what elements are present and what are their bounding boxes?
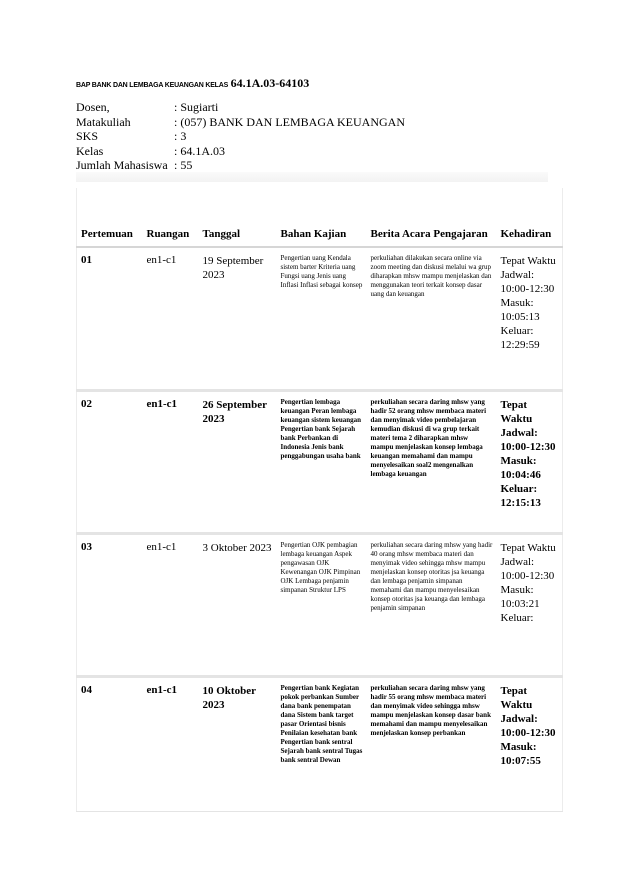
info-row-lecturer <box>76 100 405 115</box>
cell-meeting: 03 <box>77 533 143 676</box>
attendance-schedule: Jadwal: 10:00-12:30 <box>500 426 556 453</box>
title-prefix: BAP BANK DAN LEMBAGA KEUANGAN KELAS <box>76 82 229 89</box>
header-room: Ruangan <box>143 188 199 247</box>
attendance-in: Masuk: 10:03:21 <box>500 583 540 610</box>
header-attendance: Kehadiran <box>497 188 563 247</box>
document-title <box>76 76 309 91</box>
attendance-schedule: Jadwal: 10:00-12:30 <box>500 712 556 739</box>
header-date: Tanggal <box>199 188 277 247</box>
cell-room: en1-c1 <box>143 247 199 390</box>
info-row-class <box>76 144 405 159</box>
info-key: Kelas <box>76 143 104 158</box>
cell-minutes: perkuliahan dilakukan secara online via zoom meeting dan diskusi melalui wa grup diharapkan mhsw mampu menjelaskan dan menggunakan teori terkait konsep dasar uang dan keuangan <box>367 247 497 390</box>
attendance-in: Masuk: 10:04:46 <box>500 454 541 481</box>
attendance-status: Tepat Waktu <box>500 541 556 554</box>
attendance-out: Keluar: 12:29:59 <box>500 325 540 351</box>
attendance-status: Tepat Waktu <box>500 684 533 711</box>
cell-material: Pengertian bank Kegiatan pokok perbankan Sumber dana bank penempatan dana Sistem bank target pasar Orientasi bisnis Penilaian kesehatan bank Pengertian bank sentral Sejarah bank sentral Tugas bank sentral Dewan <box>277 676 367 811</box>
meeting-table <box>76 188 563 812</box>
info-key: Dosen, <box>76 100 110 114</box>
cell-minutes: perkuliahan secara daring mhsw yang hadir 55 orang mhsw membaca materi dan menyimak video sehingga mhsw mampu menjelaskan konsep dasar bank memahami dan mampu menyelesaikan menjelaskan konsep perbankan <box>367 676 497 811</box>
info-row-students <box>76 158 405 173</box>
cell-attendance <box>497 247 563 390</box>
attendance-status: Tepat Waktu <box>500 398 533 425</box>
cell-room: en1-c1 <box>143 676 199 811</box>
info-row-course <box>76 115 405 130</box>
cell-date: 10 Oktober 2023 <box>199 676 277 811</box>
table-row <box>77 676 563 811</box>
info-value: : Sugiarti <box>174 100 219 114</box>
attendance-in: Masuk: 10:05:13 <box>500 297 540 323</box>
table-header-row <box>77 188 563 247</box>
table-row <box>77 533 563 676</box>
attendance-out: Keluar: 12:15:13 <box>500 482 541 509</box>
attendance-status: Tepat Waktu <box>500 255 556 267</box>
course-info <box>76 100 405 173</box>
cell-minutes: perkuliahan secara daring mhsw yang hadir 52 orang mhsw membaca materi dan menyimak video pembelajaran kemudian diskusi di wa grup terkait materi tema 2 diharapkan mhsw mampu menjelaskan konsep lembaga keuangan memahami dan mampu menyelesaikan soal2 mengenalkan lembaga keuangan <box>367 390 497 533</box>
cell-meeting: 02 <box>77 390 143 533</box>
info-value: : 64.1A.03 <box>174 143 225 158</box>
cell-date: 26 September 2023 <box>199 390 277 533</box>
attendance-schedule: Jadwal: 10:00-12:30 <box>500 555 555 582</box>
cell-material: Pengertian uang Kendala sistem barter Kriteria uang Fungsi uang Jenis uang Inflasi Inflasi sebagai konsep <box>277 247 367 390</box>
cell-attendance <box>497 676 563 811</box>
cell-meeting: 01 <box>77 247 143 390</box>
divider-shade <box>76 172 548 182</box>
info-value: : (057) BANK DAN LEMBAGA KEUANGAN <box>174 114 405 129</box>
header-minutes: Berita Acara Pengajaran <box>367 188 497 247</box>
cell-room: en1-c1 <box>143 533 199 676</box>
info-row-credits <box>76 129 405 144</box>
cell-date: 19 September 2023 <box>199 247 277 390</box>
attendance-schedule: Jadwal: 10:00-12:30 <box>500 269 555 295</box>
cell-material: Pengertian OJK pembagian lembaga keuangan Aspek pengawasan OJK Kewenangan OJK Pimpinan OJK Lembaga penjamin simpanan Struktur LPS <box>277 533 367 676</box>
header-material: Bahan Kajian <box>277 188 367 247</box>
cell-date: 3 Oktober 2023 <box>199 533 277 676</box>
cell-meeting: 04 <box>77 676 143 811</box>
table-row <box>77 247 563 390</box>
cell-attendance <box>497 390 563 533</box>
info-key: Matakuliah <box>76 114 131 129</box>
cell-material: Pengertian lembaga keuangan Peran lembaga keuangan sistem keuangan Pengertian bank Sejarah bank Perbankan di Indonesia Jenis bank penggabungan usaha bank <box>277 390 367 533</box>
title-class-code: 64.1A.03-64103 <box>230 76 310 90</box>
info-key: SKS <box>76 129 99 143</box>
cell-minutes: perkuliahan secara daring mhsw yang hadir 40 orang mhsw membaca materi dan menyimak video sehingga mhsw mampu menjelaskan konsep otoritas jsa keuanga dan lembaga penjamin simpanan memahami dan mampu menyelesaikan konsep otoritas jsa keuanga dan lembaga penjamin simpanan <box>367 533 497 676</box>
cell-attendance <box>497 533 563 676</box>
table-row <box>77 390 563 533</box>
attendance-in: Masuk: 10:07:55 <box>500 740 541 767</box>
info-value: : 55 <box>174 158 193 172</box>
info-value: : 3 <box>174 129 187 143</box>
attendance-out: Keluar: <box>500 611 534 624</box>
header-meeting: Pertemuan <box>77 188 143 247</box>
info-key: Jumlah Mahasiswa <box>76 158 168 172</box>
cell-room: en1-c1 <box>143 390 199 533</box>
